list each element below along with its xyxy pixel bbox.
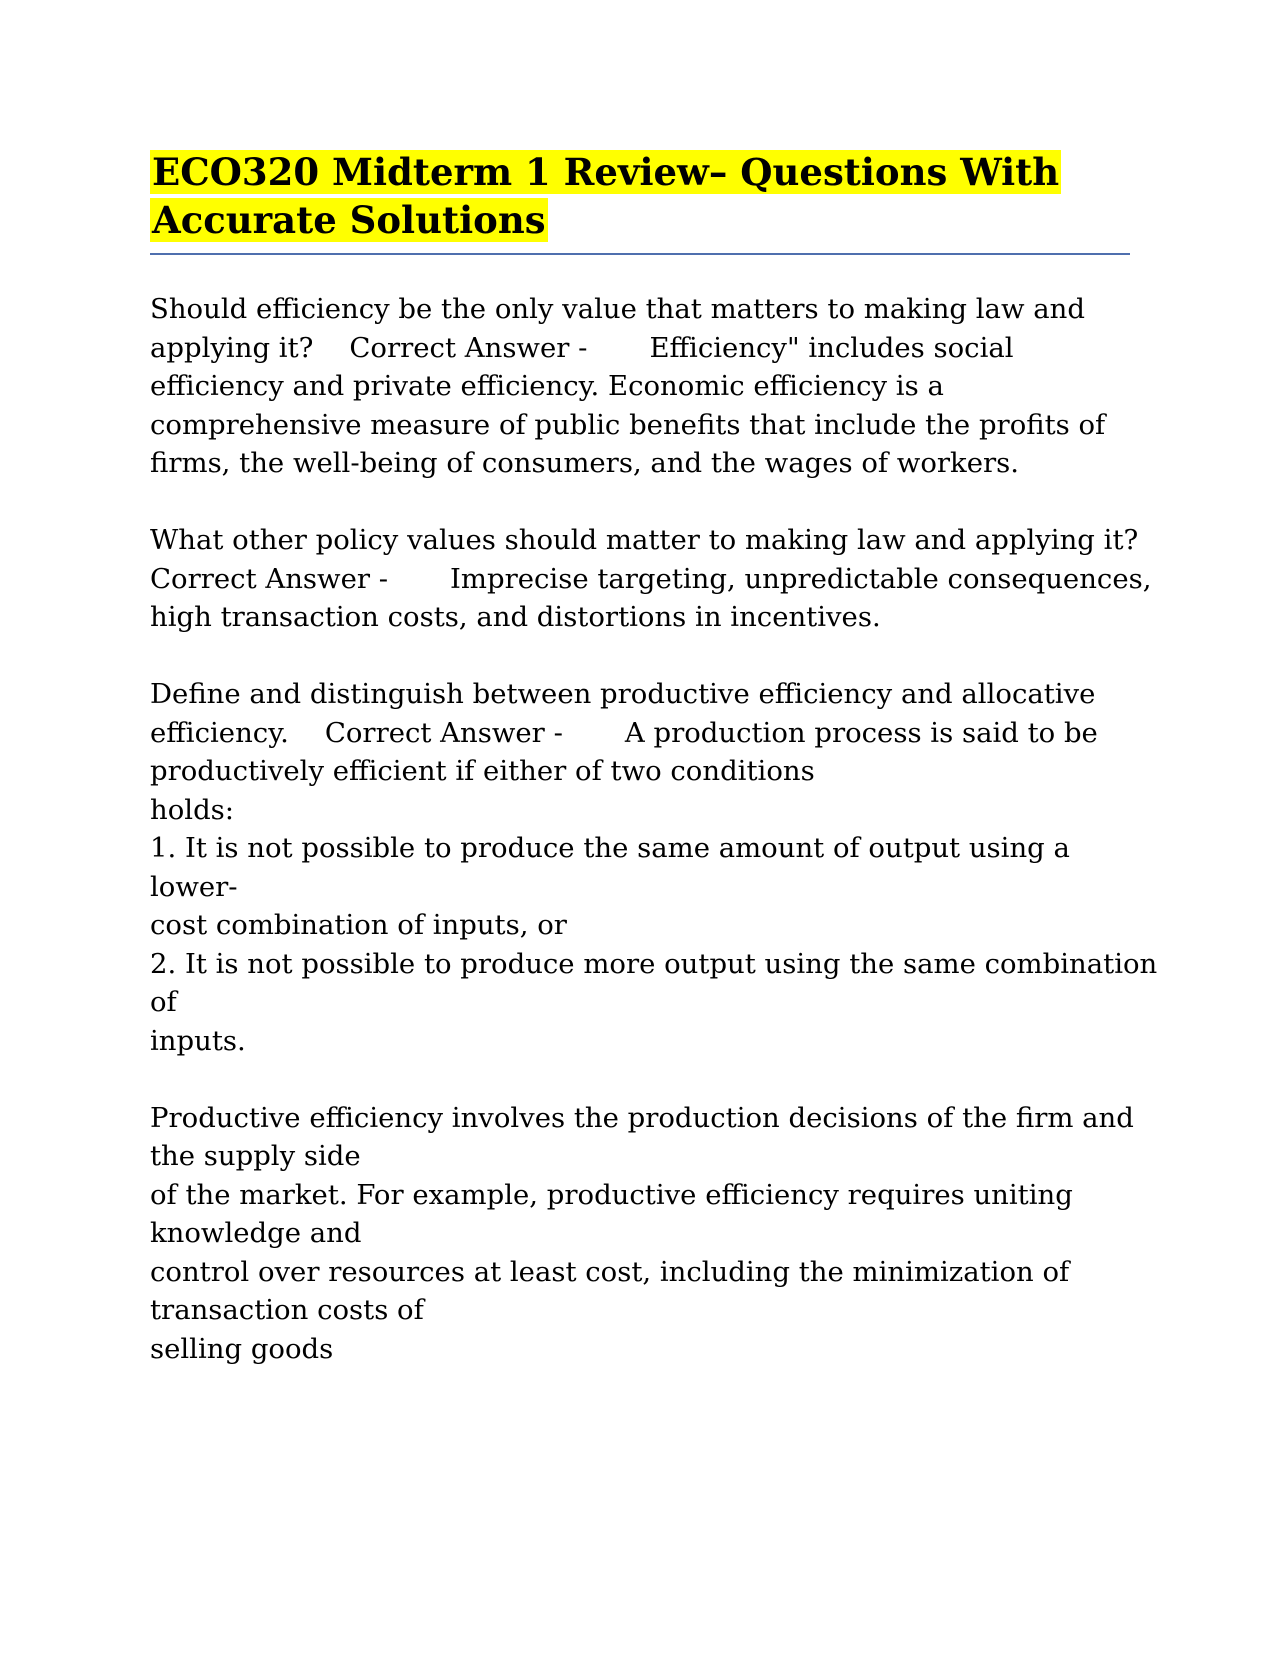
q3-question-end: efficiency. — [150, 716, 289, 749]
question-2 — [150, 521, 1152, 637]
q1-line-3: efficiency and private efficiency. Economic efficiency is a — [150, 370, 944, 402]
q3-line-9: of — [150, 986, 177, 1018]
q3-line-7: cost combination of inputs, or — [150, 909, 567, 941]
q2-line-2 — [150, 560, 1152, 599]
answer-dash: - — [378, 562, 389, 595]
question-3 — [150, 675, 1158, 1060]
answer-label: Correct Answer — [349, 331, 570, 364]
p4-line-6: transaction costs of — [150, 1294, 424, 1326]
q3-answer-start: A production process is said to be — [624, 716, 1098, 749]
p4-line-4: knowledge and — [150, 1217, 362, 1249]
title-line-1: ECO320 Midterm 1 Review– Questions With — [152, 150, 1060, 194]
answer-dash: - — [578, 331, 588, 364]
q1-line-1: Should efficiency be the only value that matters to making law and — [150, 293, 1085, 325]
q1-answer-start: Efficiency" includes social — [649, 331, 1014, 364]
document-title — [150, 148, 1130, 244]
q3-line-2 — [150, 714, 1140, 753]
p4-line-3: of the market. For example, productive efficiency requires uniting — [150, 1178, 1073, 1211]
q1-question-end: applying it? — [150, 331, 314, 364]
q3-line-10: inputs. — [150, 1024, 246, 1057]
q3-line-5: 1. It is not possible to produce the same amount of output using a — [150, 832, 1070, 864]
q1-line-2 — [150, 329, 1140, 368]
document-body — [150, 290, 1158, 1407]
p4-line-2: the supply side — [150, 1140, 361, 1172]
question-1 — [150, 290, 1140, 483]
q1-line-5: firms, the well-being of consumers, and the wages of workers. — [150, 447, 1019, 479]
q2-line-3: high transaction costs, and distortions in incentives. — [150, 601, 881, 633]
q2-answer-start: Imprecise targeting, unpredictable consequences, — [450, 562, 1152, 595]
q3-line-1: Define and distinguish between productive efficiency and allocative — [150, 678, 1096, 710]
q1-line-4: comprehensive measure of public benefits that include the profits of — [150, 408, 1106, 441]
answer-label: Correct Answer — [324, 716, 545, 749]
p4-line-5: control over resources at least cost, including the minimization of — [150, 1255, 1070, 1288]
q2-line-1: What other policy values should matter to making law and applying it? — [150, 524, 1139, 556]
q3-line-3: productively efficient if either of two conditions — [150, 755, 815, 787]
title-divider — [150, 253, 1130, 255]
p4-line-7: selling goods — [150, 1332, 334, 1365]
q3-line-4: holds: — [150, 793, 235, 826]
answer-dash: - — [553, 716, 563, 749]
document-title-block — [150, 148, 1130, 244]
q3-line-6: lower- — [150, 870, 238, 903]
p4-line-1: Productive efficiency involves the production decisions of the firm and — [150, 1101, 1134, 1134]
paragraph-4 — [150, 1099, 1140, 1369]
title-line-2: Accurate Solutions — [152, 198, 546, 242]
q3-line-8: 2. It is not possible to produce more output using the same combination — [150, 947, 1158, 980]
answer-label: Correct Answer — [150, 562, 370, 595]
